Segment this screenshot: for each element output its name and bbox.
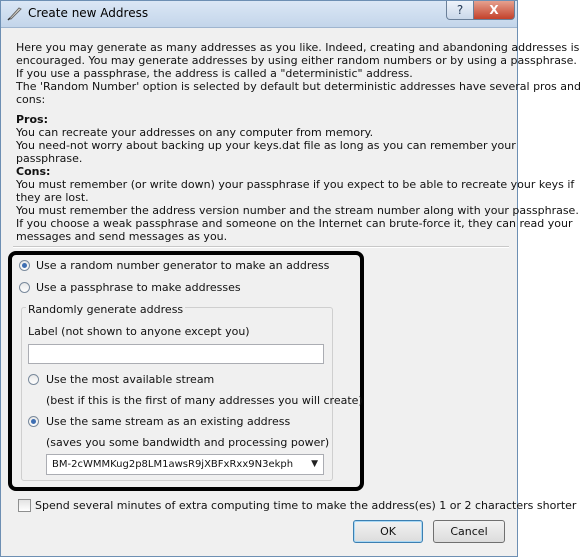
intro-line: The 'Random Number' option is selected by default but deterministic addresses have several pros and (16, 80, 581, 93)
window-title: Create new Address (28, 6, 149, 20)
label-prompt: Label (not shown to anyone except you) (28, 325, 250, 338)
random-number-radio[interactable] (19, 260, 30, 271)
existing-address-value: BM-2cWMMKug2p8LM1awsR9jXBFxRxx9N3ekph (52, 459, 294, 470)
intro-line: cons: (16, 93, 46, 106)
existing-address-dropdown[interactable] (46, 454, 324, 475)
address-label-input[interactable] (28, 344, 324, 364)
shorter-address-label[interactable]: Spend several minutes of extra computing time to make the address(es) 1 or 2 characters shorter (35, 499, 577, 512)
ok-button[interactable]: OK (353, 520, 423, 543)
chevron-down-icon: ▼ (311, 459, 318, 469)
cons-line: You must remember the address version number and the stream number along with your passphrase. (16, 204, 579, 217)
pros-line: You can recreate your addresses on any computer from memory. (16, 126, 374, 139)
cons-line: You must remember (or write down) your passphrase if you expect to be able to recreate your keys if (16, 178, 575, 191)
most-available-stream-label[interactable]: Use the most available stream (46, 373, 215, 386)
pros-heading: Pros: (16, 113, 48, 126)
random-number-label[interactable]: Use a random number generator to make an address (36, 259, 330, 272)
title-bar (1, 1, 517, 28)
cons-line: If you choose a weak passphrase and someone on the Internet can brute-force it, they can read your (16, 217, 573, 230)
same-stream-label[interactable]: Use the same stream as an existing address (46, 415, 291, 428)
group-title: Randomly generate address (28, 303, 184, 316)
pros-line: passphrase. (16, 152, 83, 165)
same-stream-radio[interactable] (28, 416, 39, 427)
passphrase-label[interactable]: Use a passphrase to make addresses (36, 281, 241, 294)
cons-line: they are lost. (16, 191, 89, 204)
cons-line: messages and send messages as you. (16, 230, 228, 243)
quill-icon (7, 5, 23, 21)
separator (13, 246, 509, 248)
pros-line: You need-not worry about backing up your keys.dat file as long as you can remember your (16, 139, 516, 152)
help-button[interactable]: ? (446, 1, 474, 20)
intro-line: If you use a passphrase, the address is called a "deterministic" address. (16, 67, 413, 80)
cons-heading: Cons: (16, 165, 51, 178)
most-available-stream-radio[interactable] (28, 374, 39, 385)
intro-line: Here you may generate as many addresses as you like. Indeed, creating and abandoning addresses is (16, 41, 580, 54)
most-available-stream-hint: (best if this is the first of many addresses you will create) (46, 394, 363, 407)
close-button[interactable]: X (473, 1, 515, 20)
intro-line: encouraged. You may generate addresses by using either random numbers or by using a passphrase. (16, 54, 577, 67)
same-stream-hint: (saves you some bandwidth and processing power) (46, 436, 330, 449)
shorter-address-checkbox[interactable] (18, 499, 31, 512)
passphrase-radio[interactable] (19, 282, 30, 293)
cancel-button[interactable]: Cancel (433, 520, 505, 543)
